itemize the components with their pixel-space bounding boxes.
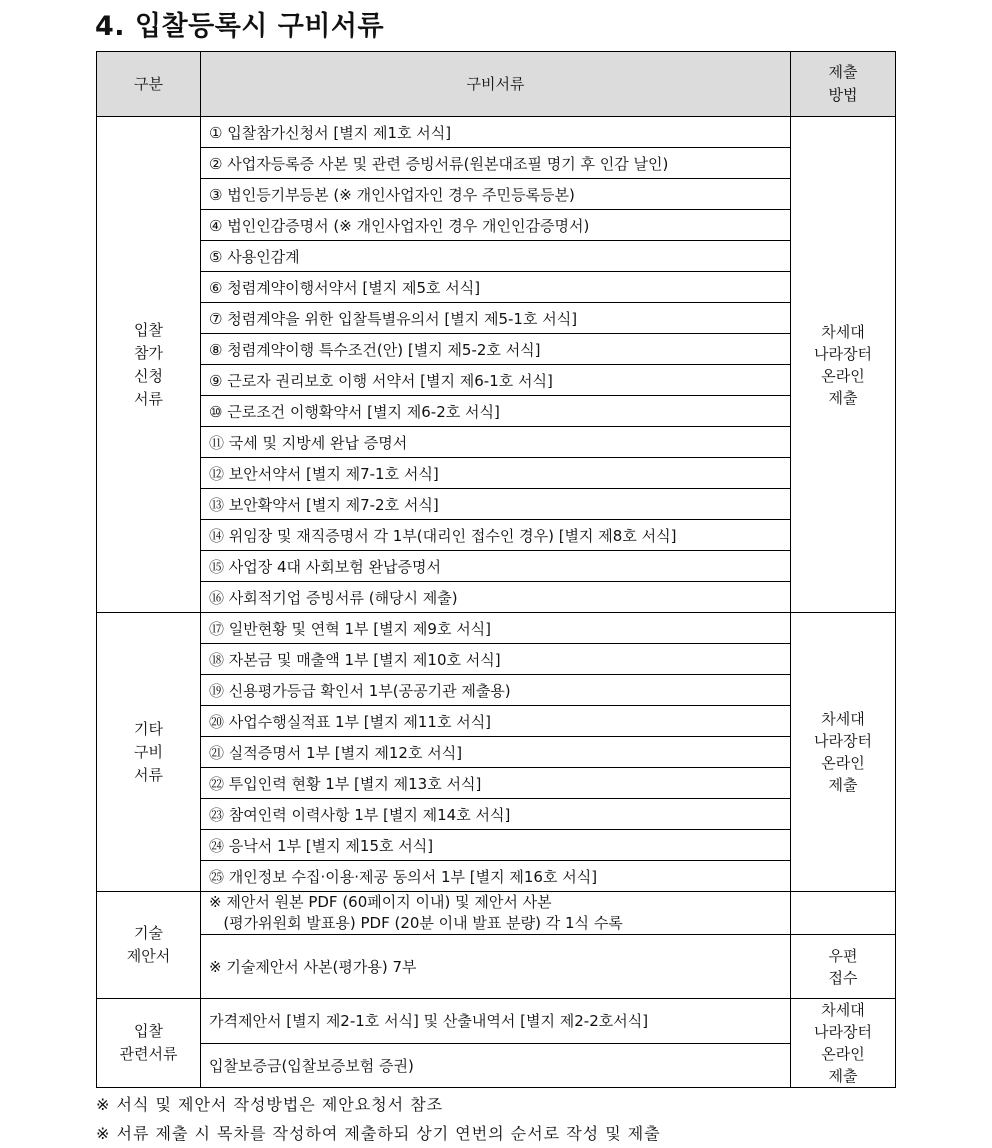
note-1: ※ 서식 및 제안서 작성방법은 제안요청서 참조: [96, 1095, 444, 1114]
method-empty: [791, 892, 896, 935]
table-row: [97, 644, 896, 675]
table-row: [97, 272, 896, 303]
document-item: ⑱ 자본금 및 매출액 1부 [별지 제10호 서식]: [201, 644, 791, 675]
header-category: 구분: [97, 52, 201, 117]
table-row: [97, 334, 896, 365]
bid-item-price: 가격제안서 [별지 제2-1호 서식] 및 산출내역서 [별지 제2-2호서식]: [201, 999, 791, 1044]
document-item: ⑲ 신용평가등급 확인서 1부(공공기관 제출용): [201, 675, 791, 706]
bid-row: [97, 999, 896, 1044]
document-item: ⑦ 청렴계약을 위한 입찰특별유의서 [별지 제5-1호 서식]: [201, 303, 791, 334]
document-item: ⑨ 근로자 권리보호 이행 서약서 [별지 제6-1호 서식]: [201, 365, 791, 396]
document-item: ㉓ 참여인력 이력사항 1부 [별지 제14호 서식]: [201, 799, 791, 830]
category-bid: 입찰 관련서류: [97, 999, 201, 1088]
table-row: [97, 489, 896, 520]
document-item: ⑭ 위임장 및 재직증명서 각 1부(대리인 접수인 경우) [별지 제8호 서식]: [201, 520, 791, 551]
table-row: [97, 799, 896, 830]
table-row: [97, 706, 896, 737]
category-technical: 기술 제안서: [97, 892, 201, 999]
header-documents: 구비서류: [201, 52, 791, 117]
table-row: [97, 179, 896, 210]
document-item: ㉔ 응낙서 1부 [별지 제15호 서식]: [201, 830, 791, 861]
document-item: ⑫ 보안서약서 [별지 제7-1호 서식]: [201, 458, 791, 489]
technical-item-original: ※ 제안서 원본 PDF (60페이지 이내) 및 제안서 사본 (평가위원회 발표용) PDF (20분 이내 발표 분량) 각 1식 수록: [201, 892, 791, 935]
table-row: [97, 551, 896, 582]
table-row: [97, 396, 896, 427]
category-cell: 입찰 참가 신청 서류: [97, 117, 201, 613]
table-row: [97, 148, 896, 179]
table-row: [97, 365, 896, 396]
document-item: ⑤ 사용인감계: [201, 241, 791, 272]
table-row: [97, 458, 896, 489]
document-item: ㉒ 투입인력 현황 1부 [별지 제13호 서식]: [201, 768, 791, 799]
document-item: ⑧ 청렴계약이행 특수조건(안) [별지 제5-2호 서식]: [201, 334, 791, 365]
document-item: ③ 법인등기부등본 (※ 개인사업자인 경우 주민등록등본): [201, 179, 791, 210]
method-cell: 차세대 나라장터 온라인 제출: [791, 613, 896, 892]
document-item: ㉑ 실적증명서 1부 [별지 제12호 서식]: [201, 737, 791, 768]
method-cell: 차세대 나라장터 온라인 제출: [791, 117, 896, 613]
table-row: [97, 675, 896, 706]
document-item: ⑪ 국세 및 지방세 완납 증명서: [201, 427, 791, 458]
table-row: [97, 117, 896, 148]
technical-row: [97, 892, 896, 935]
document-item: ⑥ 청렴계약이행서약서 [별지 제5호 서식]: [201, 272, 791, 303]
document-item: ⑰ 일반현황 및 연혁 1부 [별지 제9호 서식]: [201, 613, 791, 644]
section-title: 4. 입찰등록시 구비서류: [95, 11, 385, 42]
table-header-row: [97, 52, 896, 117]
table-row: [97, 303, 896, 334]
document-item: ⑬ 보안확약서 [별지 제7-2호 서식]: [201, 489, 791, 520]
technical-row-2: [97, 935, 896, 999]
document-item: ⑯ 사회적기업 증빙서류 (해당시 제출): [201, 582, 791, 613]
required-documents-table: [96, 51, 896, 1088]
header-method: 제출 방법: [791, 52, 896, 117]
document-item: ① 입찰참가신청서 [별지 제1호 서식]: [201, 117, 791, 148]
bid-item-deposit: 입찰보증금(입찰보증보험 증권): [201, 1043, 791, 1088]
table-row: [97, 241, 896, 272]
document-item: ⑮ 사업장 4대 사회보험 완납증명서: [201, 551, 791, 582]
document-item: ⑳ 사업수행실적표 1부 [별지 제11호 서식]: [201, 706, 791, 737]
table-row: [97, 520, 896, 551]
category-cell: 기타 구비 서류: [97, 613, 201, 892]
technical-item-copy: ※ 기술제안서 사본(평가용) 7부: [201, 935, 791, 999]
notes: [96, 1090, 661, 1148]
note-2: ※ 서류 제출 시 목차를 작성하여 제출하되 상기 연번의 순서로 작성 및 제출: [96, 1124, 661, 1143]
table-row: [97, 613, 896, 644]
document-item: ④ 법인인감증명서 (※ 개인사업자인 경우 개인인감증명서): [201, 210, 791, 241]
method-technical: 우편 접수: [791, 935, 896, 999]
table-row: [97, 210, 896, 241]
document-item: ② 사업자등록증 사본 및 관련 증빙서류(원본대조필 명기 후 인감 날인): [201, 148, 791, 179]
table-row: [97, 582, 896, 613]
table-row: [97, 830, 896, 861]
table-row: [97, 737, 896, 768]
document-item: ⑩ 근로조건 이행확약서 [별지 제6-2호 서식]: [201, 396, 791, 427]
table-row: [97, 768, 896, 799]
table-row: [97, 427, 896, 458]
document-item: ㉕ 개인정보 수집·이용·제공 동의서 1부 [별지 제16호 서식]: [201, 861, 791, 892]
method-bid: 차세대 나라장터 온라인 제출: [791, 999, 896, 1088]
table-row: [97, 861, 896, 892]
bid-row-2: [97, 1043, 896, 1088]
